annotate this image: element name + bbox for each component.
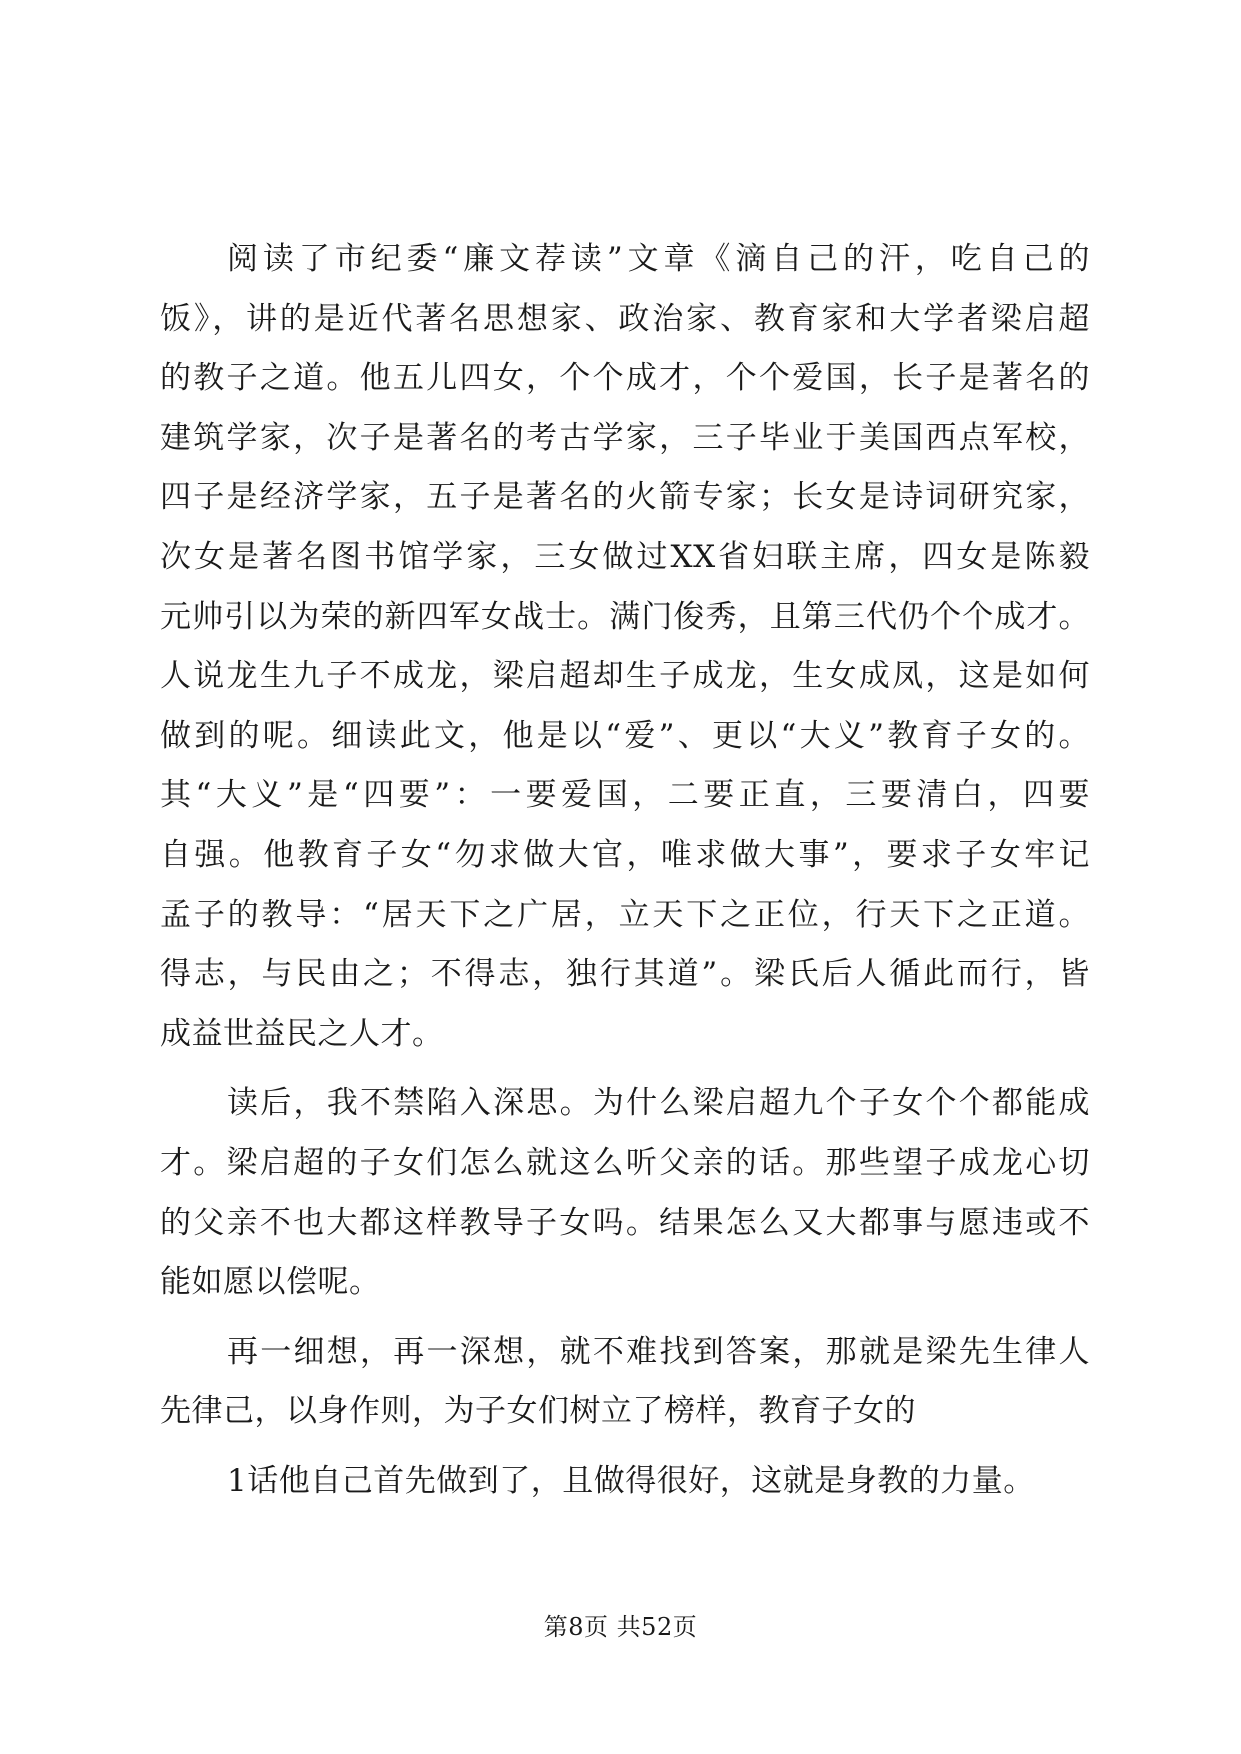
paragraph-gap [160, 1313, 1090, 1323]
paragraph-gap [160, 1064, 1090, 1074]
paragraph-3 [160, 1323, 1090, 1442]
text-line: 得志，与民由之；不得志，独行其道”。梁氏后人循此而行，皆 [160, 956, 1090, 993]
text-line: 再一细想，再一深想，就不难找到答案，那就是梁先生律人 [227, 1333, 1090, 1370]
text-line: 元帅引以为荣的新四军女战士。满门俊秀，且第三代仍个个成才。 [160, 598, 1090, 635]
text-line: 读后，我不禁陷入深思。为什么梁启超九个子女个个都能成 [227, 1085, 1090, 1122]
text-line: 饭》，讲的是近代著名思想家、政治家、教育家和大学者梁启超 [160, 300, 1090, 337]
text-line: 的教子之道。他五儿四女，个个成才，个个爱国，长子是著名的 [160, 360, 1090, 397]
paragraph-1 [160, 230, 1090, 1064]
document-body [160, 230, 1090, 1511]
paragraph-2 [160, 1074, 1090, 1312]
text-line: 四子是经济学家，五子是著名的火箭专家；长女是诗词研究家， [160, 479, 1090, 516]
text-line: 次女是著名图书馆学家，三女做过XX省妇联主席，四女是陈毅 [160, 538, 1090, 575]
paragraph-gap [160, 1442, 1090, 1452]
text-line: 做到的呢。细读此文，他是以“爱”、更以“大义”教育子女的。 [160, 717, 1090, 754]
text-line: 1话他自己首先做到了，且做得很好，这就是身教的力量。 [227, 1462, 1035, 1499]
text-line: 自强。他教育子女“勿求做大官，唯求做大事”，要求子女牢记 [160, 836, 1090, 873]
text-line: 孟子的教导：“居天下之广居，立天下之正位，行天下之正道。 [160, 896, 1090, 933]
text-line: 其“大义”是“四要”：一要爱国，二要正直，三要清白，四要 [160, 777, 1090, 814]
text-line: 成益世益民之人才。 [160, 1015, 444, 1052]
text-line: 的父亲不也大都这样教导子女吗。结果怎么又大都事与愿违或不 [160, 1204, 1090, 1241]
paragraph-4 [160, 1452, 1090, 1512]
text-line: 阅读了市纪委“廉文荐读”文章《滴自己的汗，吃自己的 [227, 241, 1090, 277]
text-line: 才。梁启超的子女们怎么就这么听父亲的话。那些望子成龙心切 [160, 1144, 1090, 1181]
page-number-footer: 第8页 共52页 [543, 1613, 698, 1641]
text-line: 能如愿以偿呢。 [160, 1264, 381, 1301]
text-line: 建筑学家，次子是著名的考古学家，三子毕业于美国西点军校， [160, 419, 1090, 456]
text-line: 人说龙生九子不成龙，梁启超却生子成龙，生女成凤，这是如何 [160, 658, 1090, 695]
text-line: 先律己，以身作则，为子女们树立了榜样，教育子女的 [160, 1393, 916, 1430]
